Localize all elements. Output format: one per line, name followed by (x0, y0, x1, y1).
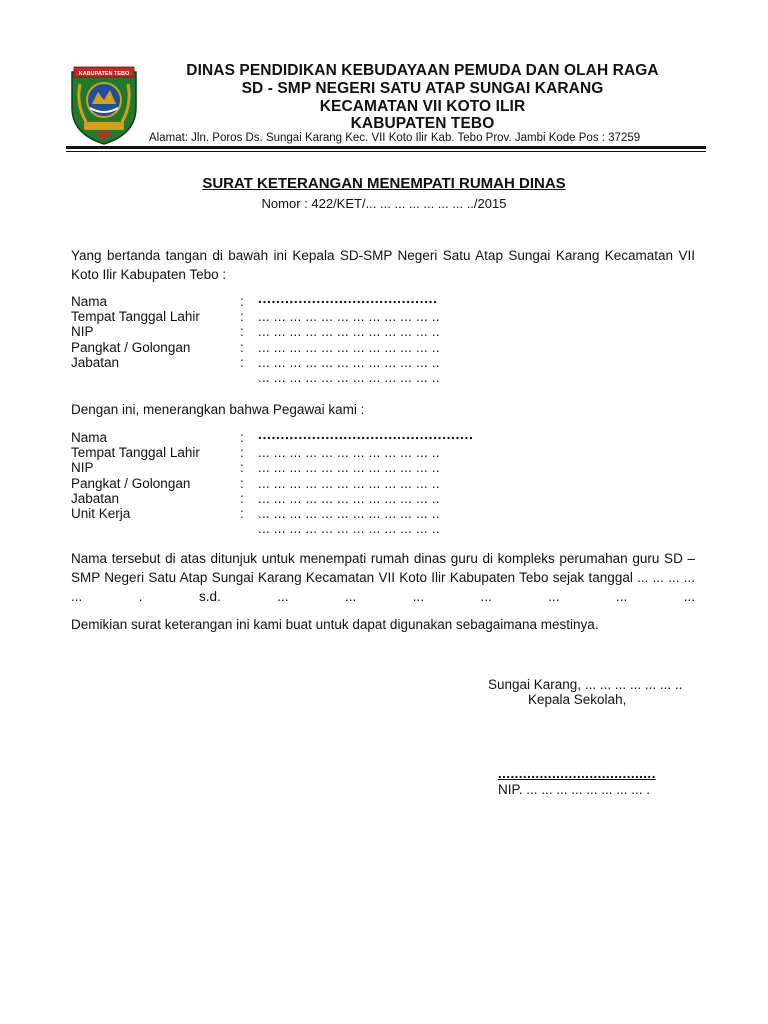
signature-position: Kepala Sekolah, (528, 692, 627, 707)
field-colon: : (240, 506, 244, 521)
field-label: Nama (71, 430, 108, 445)
field-value: ... ... ... ... ... ... ... ... ... ... ... .. (258, 521, 440, 537)
field-value: ... ... ... ... ... ... ... ... ... ... ... .. (258, 475, 440, 491)
header-rule-thick (66, 146, 706, 149)
field-value: ... ... ... ... ... ... ... ... ... ... ... .. (258, 309, 440, 325)
header-line-school: SD - SMP NEGERI SATU ATAP SUNGAI KARANG (241, 80, 604, 97)
header-line-district: KECAMATAN VII KOTO ILIR (319, 98, 526, 115)
header-address: Alamat: Jln. Poros Ds. Sungai Karang Kec. VII Koto Ilir Kab. Tebo Prov. Jambi Kode Pos : 37259 (149, 132, 641, 144)
field-value: ... ... ... ... ... ... ... ... ... ... ... .. (258, 490, 440, 506)
body-paragraph: Nama tersebut di atas ditunjuk untuk menempati rumah dinas guru di kompleks perumahan guru SD – SMP Negeri Satu Atap Sungai Karang Kecamatan VII Koto Ilir Kabupaten Tebo sejak tanggal ... ... ... ... ... . s.d. ... ... ... ... ... ... ... (71, 551, 695, 604)
field-colon: : (240, 490, 244, 506)
header-line-regency: KABUPATEN TEBO (350, 115, 495, 132)
field-value: ... ... ... ... ... ... ... ... ... ... ... .. (258, 370, 440, 385)
field-label: Jabatan (71, 490, 120, 506)
logo-text: KABUPATEN TEBO (78, 71, 130, 77)
field-value: ................................................ (258, 426, 474, 442)
field-value: ... ... ... ... ... ... ... ... ... ... ... .. (258, 354, 440, 370)
letter-title: SURAT KETERANGAN MENEMPATI RUMAH DINAS (202, 175, 566, 192)
field-colon: : (240, 339, 244, 355)
field-label: NIP (71, 460, 94, 476)
header-line-agency: DINAS PENDIDIKAN KEBUDAYAAN PEMUDA DAN OLAH RAGA (186, 62, 659, 79)
field-label: Pangkat / Golongan (71, 475, 191, 491)
field-label: Pangkat / Golongan (71, 339, 191, 355)
header-rule-thin (66, 151, 706, 152)
field-label: Nama (71, 294, 108, 309)
regency-emblem-icon (66, 64, 142, 146)
field-label: Jabatan (71, 354, 120, 370)
field-colon: : (240, 475, 244, 491)
field-value: ... ... ... ... ... ... ... ... ... ... ... .. (258, 445, 440, 461)
field-label: Tempat Tanggal Lahir (71, 309, 200, 325)
signature-name-line: ...................................... (498, 766, 656, 781)
field-colon: : (240, 445, 244, 461)
closing-line: Demikian surat keterangan ini kami buat untuk dapat digunakan sebagaimana mestinya. (71, 617, 599, 632)
field-label: NIP (71, 324, 94, 340)
field-colon: : (240, 309, 244, 325)
signature-place-date: Sungai Karang, ... ... ... ... ... ... .. (488, 677, 683, 692)
signature-nip: NIP. ... ... ... ... ... ... ... ... . (498, 782, 651, 797)
field-value: ... ... ... ... ... ... ... ... ... ... ... .. (258, 324, 440, 340)
field-value: ... ... ... ... ... ... ... ... ... ... ... .. (258, 506, 440, 521)
intro-paragraph: Yang bertanda tangan di bawah ini Kepala SD-SMP Negeri Satu Atap Sungai Karang Kecamatan VII Koto Ilir Kabupaten Tebo : (71, 248, 695, 282)
field-value: ... ... ... ... ... ... ... ... ... ... ... .. (258, 460, 440, 476)
statement-line: Dengan ini, menerangkan bahwa Pegawai kami : (71, 402, 365, 417)
letter-number: Nomor : 422/KET/... ... ... ... ... ... ... ../2015 (261, 196, 507, 211)
field-colon: : (240, 294, 244, 309)
field-value: ........................................ (258, 290, 438, 306)
field-colon: : (240, 354, 244, 370)
field-value: ... ... ... ... ... ... ... ... ... ... ... .. (258, 339, 440, 355)
field-colon: : (240, 324, 244, 340)
regency-logo (66, 64, 142, 146)
field-colon: : (240, 430, 244, 445)
field-label: Unit Kerja (71, 506, 131, 521)
field-label: Tempat Tanggal Lahir (71, 445, 200, 461)
field-colon: : (240, 460, 244, 476)
